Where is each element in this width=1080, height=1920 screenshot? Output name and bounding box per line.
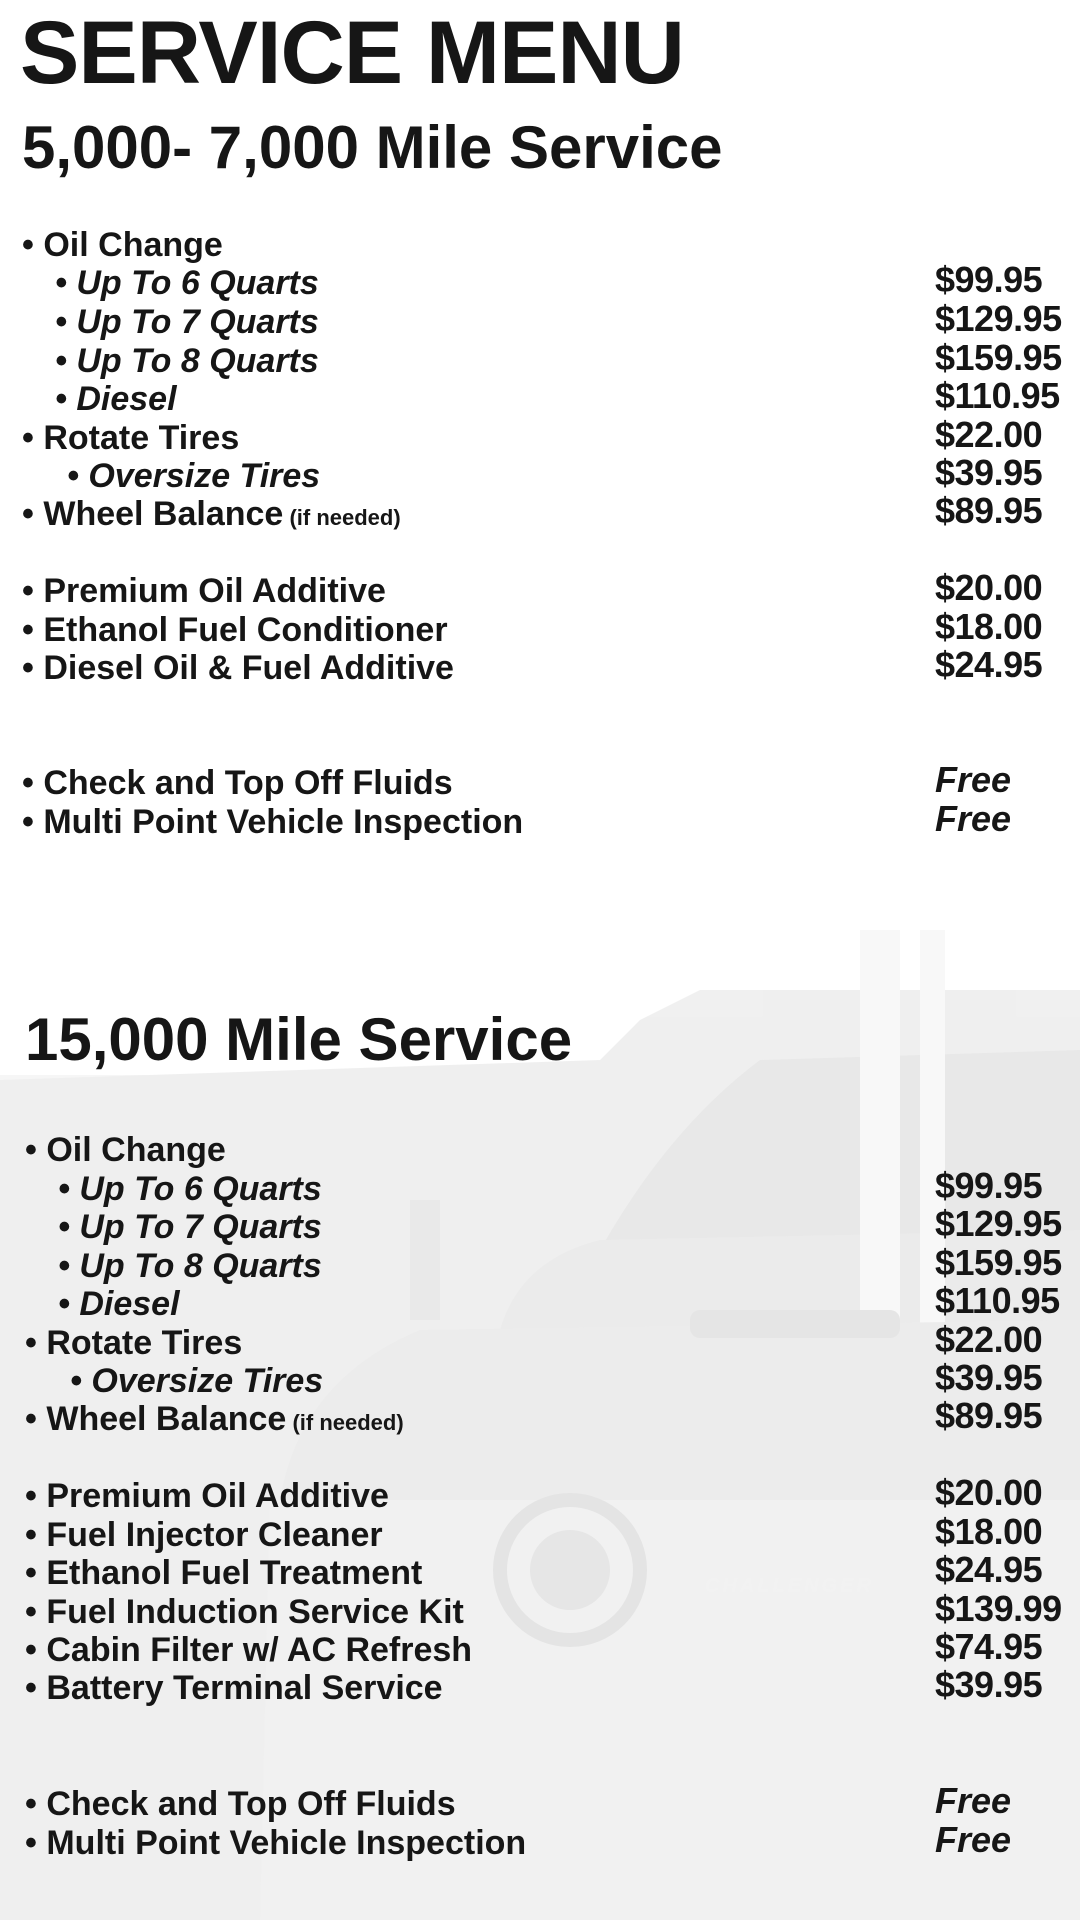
service-price: $159.95 [935,337,1062,378]
service-item [22,421,239,455]
service-price: $24.95 [935,1549,1043,1590]
service-name: • Multi Point Vehicle Inspection [22,803,524,841]
service-name: • Rotate Tires [25,1324,243,1362]
service-name: • Cabin Filter w/ AC Refresh [25,1631,473,1669]
service-item [22,766,453,800]
service-name: • Premium Oil Additive [22,572,386,610]
service-name: • Diesel [58,1285,180,1323]
service-item [22,574,386,608]
service-name: • Up To 7 Quarts [58,1208,322,1246]
service-name: • Premium Oil Additive [25,1477,389,1515]
service-name: • Oil Change [22,226,223,264]
service-price: $39.95 [935,1664,1043,1705]
service-price: $110.95 [935,375,1060,416]
service-item [25,1402,404,1436]
service-item [25,1633,472,1667]
service-price: $18.00 [935,606,1043,647]
service-price: $20.00 [935,1472,1043,1513]
service-price: $129.95 [935,298,1062,339]
service-price: $22.00 [935,1319,1043,1360]
service-price: $39.95 [935,1357,1043,1398]
service-name: • Up To 7 Quarts [55,303,319,341]
service-subitem [55,382,177,416]
service-name: • Ethanol Fuel Conditioner [22,611,448,649]
service-name: • Diesel [55,380,177,418]
price-free: Free [935,759,1012,800]
service-subitem [58,1210,322,1244]
service-name: • Multi Point Vehicle Inspection [25,1824,527,1862]
service-note: (if needed) [283,505,401,530]
service-name: • Oversize Tires [70,1362,324,1400]
service-name: • Rotate Tires [22,419,240,457]
service-item [25,1595,464,1629]
service-name: • Up To 8 Quarts [58,1247,322,1285]
service-subitem [55,266,319,300]
price-free: Free [935,798,1012,839]
service-name: • Up To 6 Quarts [58,1170,322,1208]
service-item [25,1556,422,1590]
service-subitem [58,1287,180,1321]
section-heading: 15,000 Mile Service [25,1006,573,1073]
service-item [25,1326,242,1360]
service-subitem [58,1249,322,1283]
service-name: • Check and Top Off Fluids [25,1785,456,1823]
service-price: $89.95 [935,1395,1043,1436]
section-heading: 5,000- 7,000 Mile Service [22,114,723,181]
service-price: $159.95 [935,1242,1062,1283]
service-name: • Oil Change [25,1131,226,1169]
service-item [25,1518,383,1552]
service-name: • Oversize Tires [67,457,321,495]
service-price: $129.95 [935,1203,1062,1244]
service-price: $24.95 [935,644,1043,685]
service-subitem [67,459,320,493]
service-item [22,651,454,685]
service-item [22,228,223,262]
service-name: • Fuel Injector Cleaner [25,1516,383,1554]
service-name: • Wheel Balance [25,1400,287,1438]
service-item [25,1787,456,1821]
service-name: • Up To 6 Quarts [55,264,319,302]
service-name: • Diesel Oil & Fuel Additive [22,649,454,687]
service-item [22,497,401,531]
car-badge-text: CHALLENGER [705,1575,874,1597]
service-subitem [58,1172,322,1206]
service-price: $22.00 [935,414,1043,455]
service-price: $20.00 [935,567,1043,608]
service-name: • Up To 8 Quarts [55,342,319,380]
service-name: • Battery Terminal Service [25,1669,443,1707]
service-price: $74.95 [935,1626,1043,1667]
service-price: $89.95 [935,490,1043,531]
service-item [22,805,523,839]
service-item [22,613,448,647]
service-price: $39.95 [935,452,1043,493]
service-price: $99.95 [935,1165,1043,1206]
service-name: • Wheel Balance [22,495,284,533]
page-title: SERVICE MENU [20,2,684,102]
service-name: • Fuel Induction Service Kit [25,1593,464,1631]
service-item [25,1479,389,1513]
service-subitem [55,305,319,339]
service-price: $110.95 [935,1280,1060,1321]
service-item [25,1671,443,1705]
service-subitem [70,1364,323,1398]
service-note: (if needed) [286,1410,404,1435]
service-item [25,1133,226,1167]
service-name: • Check and Top Off Fluids [22,764,453,802]
service-subitem [55,344,319,378]
service-name: • Ethanol Fuel Treatment [25,1554,423,1592]
service-price: $139.99 [935,1588,1062,1629]
price-free: Free [935,1819,1012,1860]
service-price: $99.95 [935,259,1043,300]
price-free: Free [935,1780,1012,1821]
service-price: $18.00 [935,1511,1043,1552]
service-item [25,1826,526,1860]
